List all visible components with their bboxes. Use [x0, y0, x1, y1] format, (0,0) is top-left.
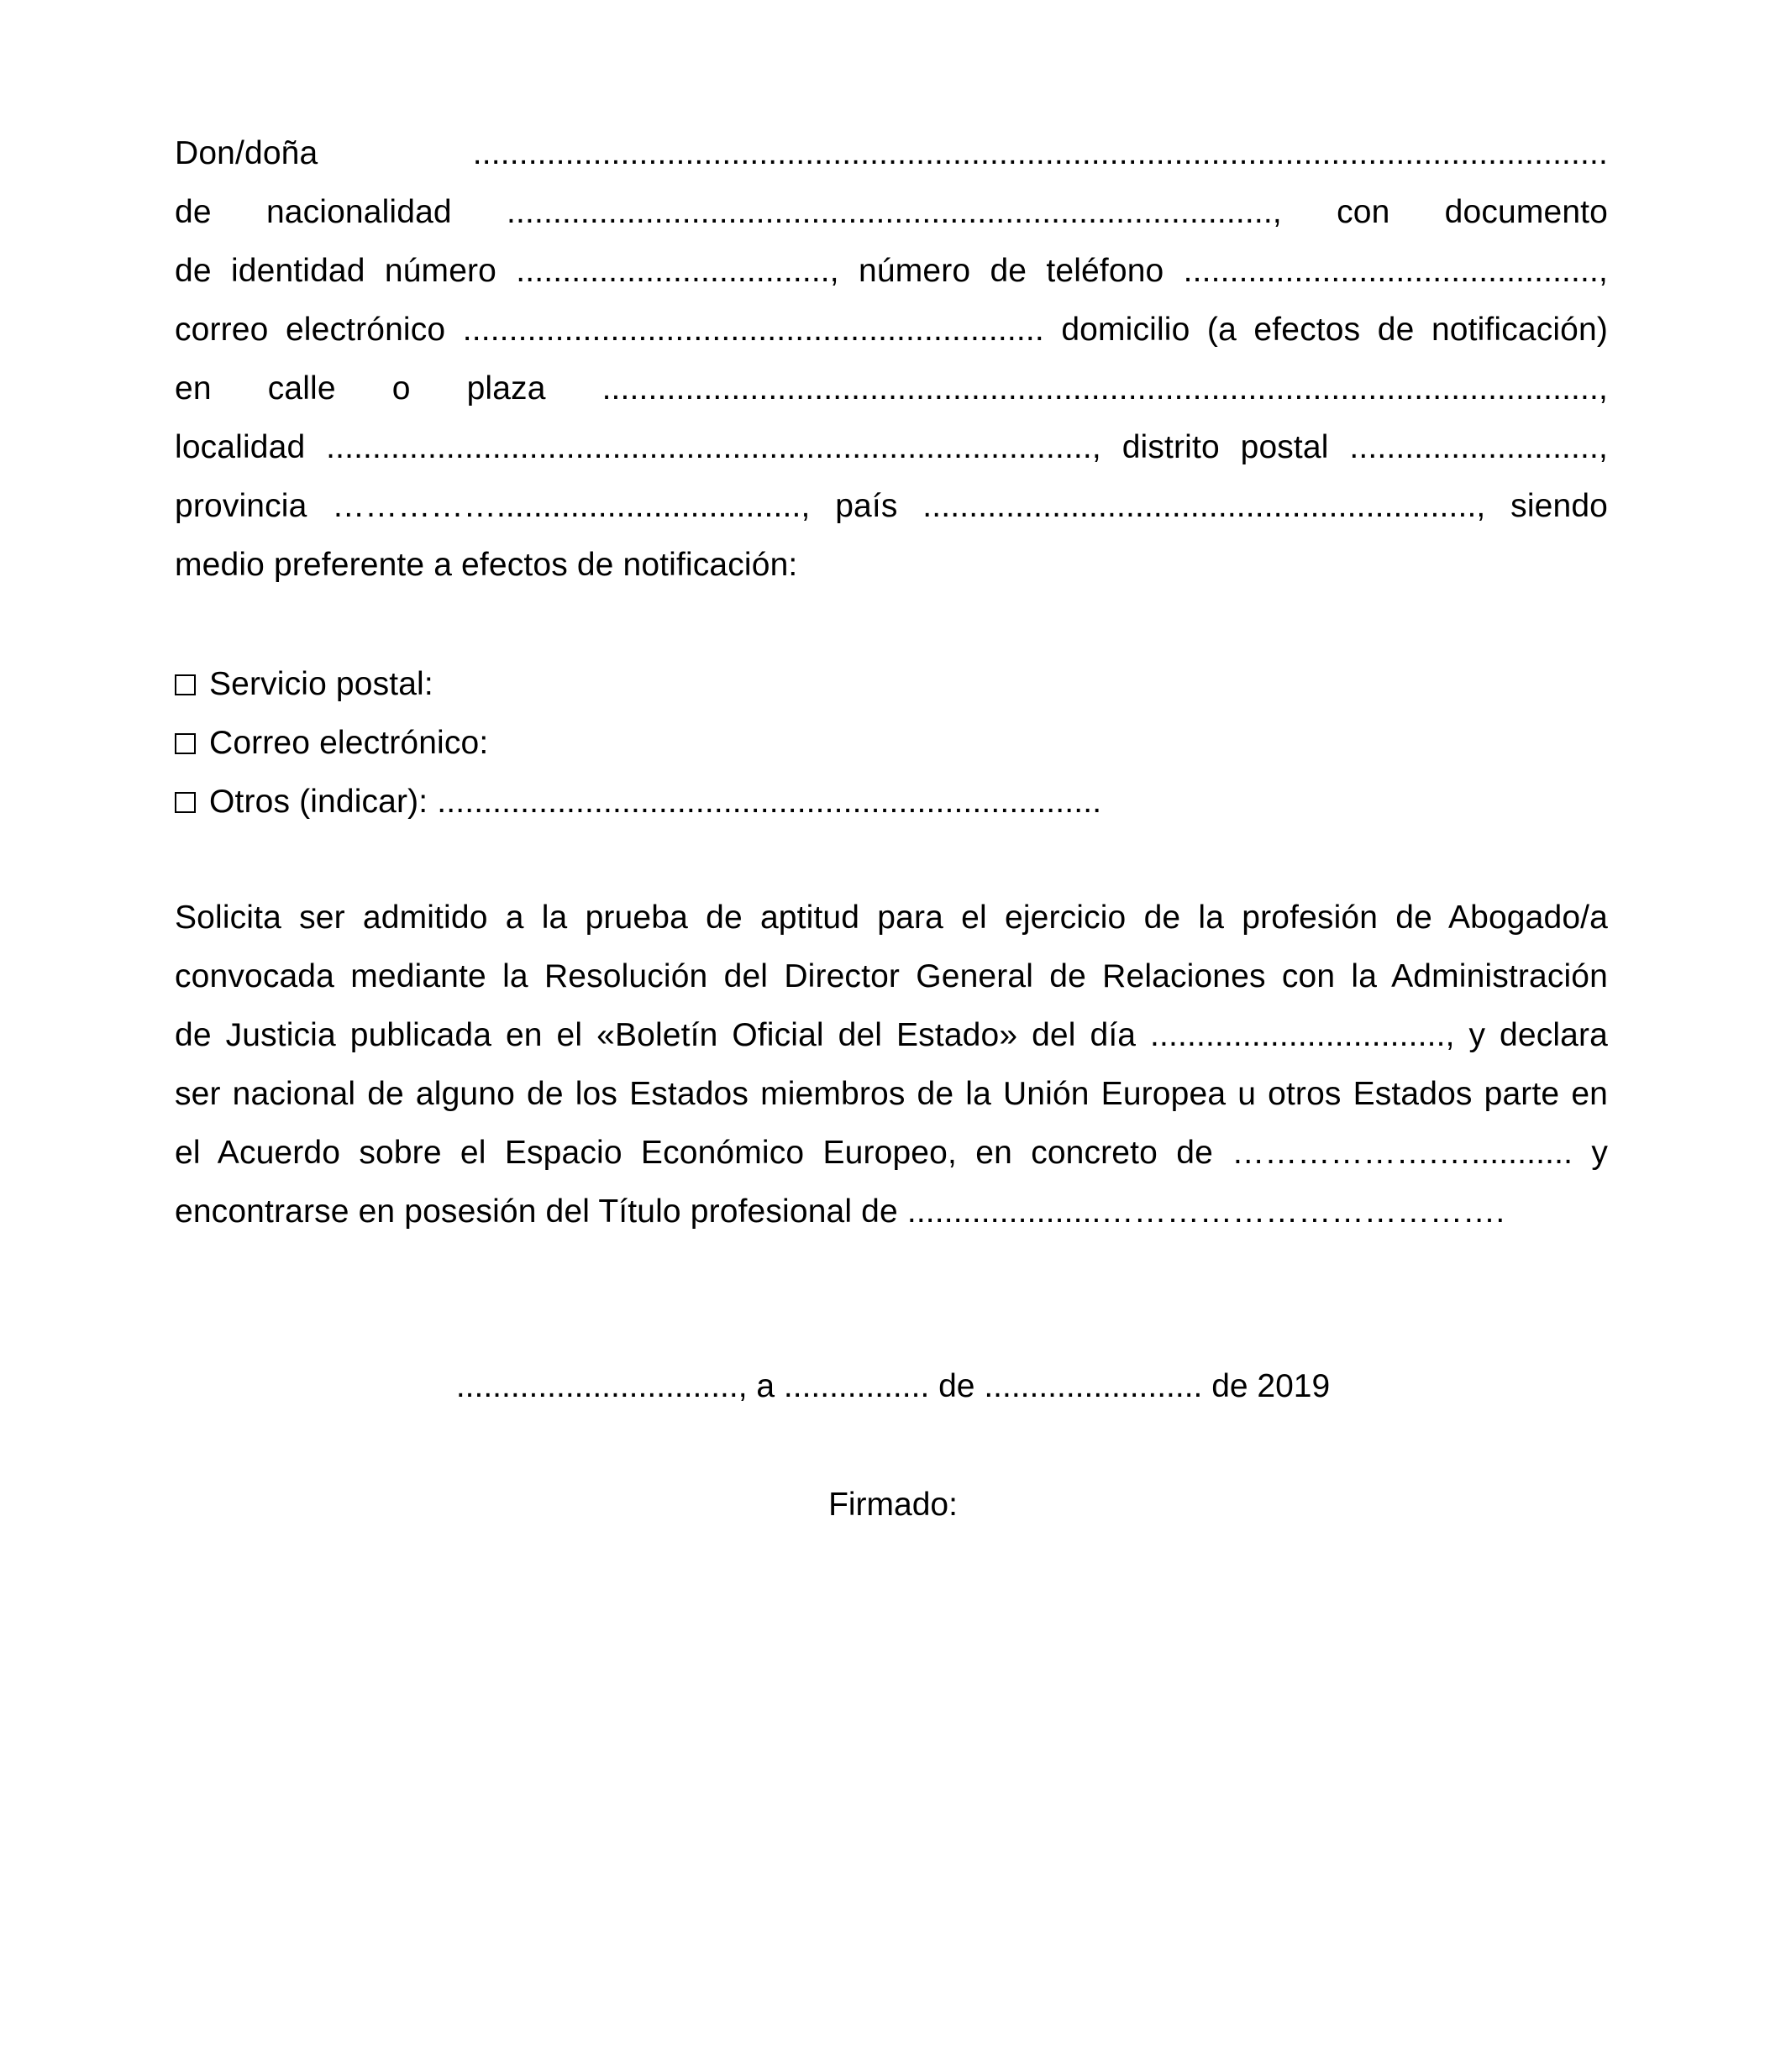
option-email[interactable] [175, 714, 1608, 773]
email-address-line[interactable]: correo electrónico ............................................................... domicilio (a efectos de notificación) [175, 312, 1608, 348]
request-line: convocada mediante la Resolución del Director General de Relaciones con la Administración [175, 958, 1608, 994]
option-email-label: Correo electrónico: [209, 725, 489, 761]
signature-label: Firmado: [828, 1487, 958, 1523]
applicant-details-paragraph [175, 124, 1608, 595]
option-other-label[interactable]: Otros (indicar): ........................................................................ [209, 784, 1102, 820]
option-postal[interactable] [175, 655, 1608, 714]
street-line[interactable]: en calle o plaza ............................................................................................................, [175, 370, 1608, 407]
email-checkbox[interactable] [175, 733, 196, 754]
request-line-country[interactable]: el Acuerdo sobre el Espacio Económico Europeo, en concreto de ……………….…........... y [175, 1135, 1608, 1171]
other-checkbox[interactable] [175, 792, 196, 813]
id-phone-line[interactable]: de identidad número .................................., número de teléfono ............................................., [175, 253, 1608, 289]
request-line-title[interactable]: encontrarse en posesión del Título profesional de .....................………………………………. [175, 1193, 1505, 1230]
request-paragraph [175, 889, 1608, 1241]
nationality-line[interactable]: de nacionalidad ..................................................................................., con documento [175, 194, 1608, 230]
place-date-line[interactable]: ..............................., a ................ de ........................ de 2019 [455, 1368, 1331, 1404]
name-line[interactable]: Don/doña ........................................................................................................................... [175, 135, 1608, 171]
option-postal-label: Servicio postal: [209, 666, 433, 702]
request-line: ser nacional de alguno de los Estados miembros de la Unión Europea u otros Estados parte en [175, 1076, 1608, 1112]
option-other[interactable] [175, 773, 1608, 831]
province-country-line[interactable]: provincia ……………................................., país ............................................................, siendo [175, 488, 1608, 524]
request-line-date[interactable]: de Justicia publicada en el «Boletín Oficial del Estado» del día ................................, y declara [175, 1017, 1608, 1053]
locality-postal-line[interactable]: localidad ..................................................................................., distrito postal ..........................., [175, 429, 1608, 465]
request-line: Solicita ser admitido a la prueba de aptitud para el ejercicio de la profesión de Abogado/a [175, 900, 1608, 936]
postal-checkbox[interactable] [175, 674, 196, 695]
notification-options-list [175, 655, 1608, 831]
notification-preference-line: medio preferente a efectos de notificación: [175, 547, 798, 583]
